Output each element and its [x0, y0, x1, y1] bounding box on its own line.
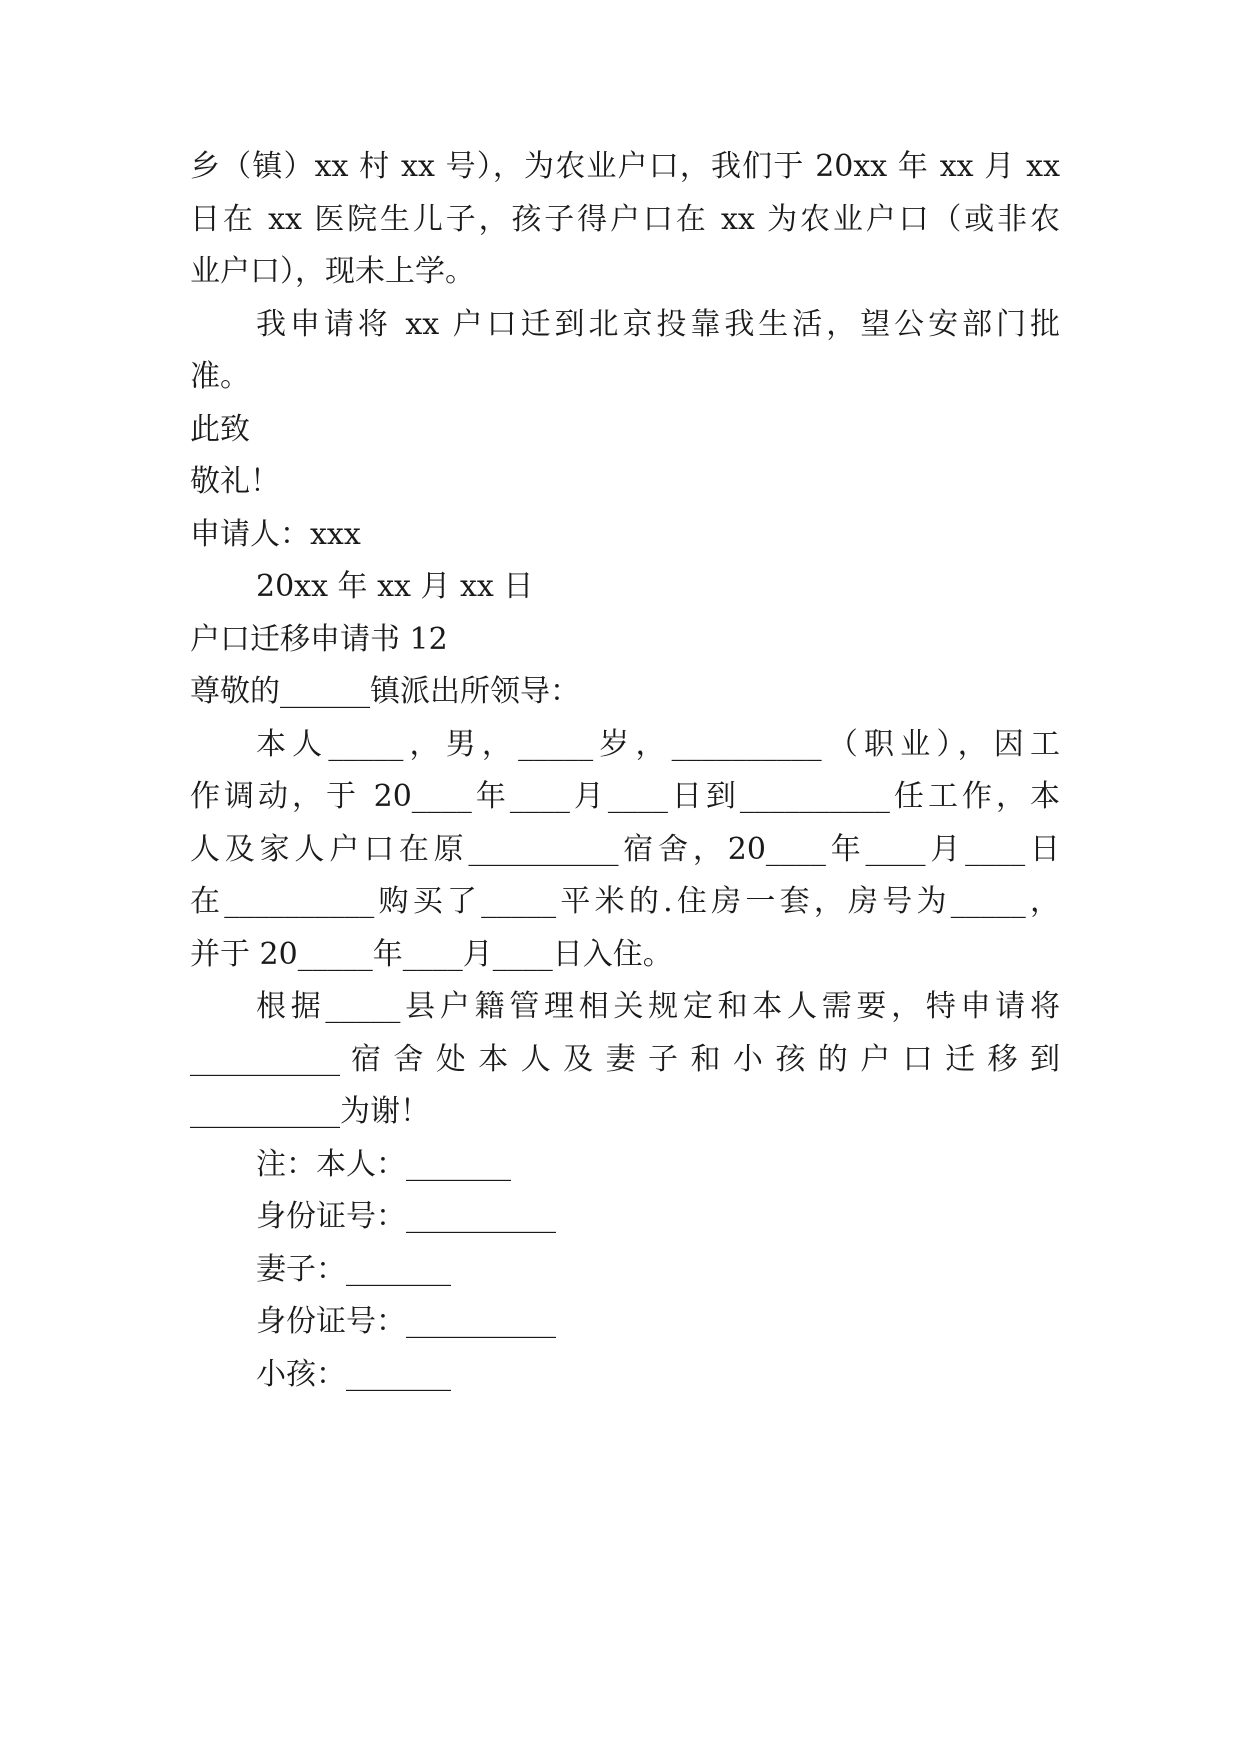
body-line-15: 在__________购买了_____平米的.住房一套，房号为_____， [190, 884, 1060, 919]
body-line-14: 人及家人户口在原__________宿舍，20____年____月____日 [190, 832, 1060, 867]
closing-ci-zhi: 此致 [190, 412, 250, 447]
note-self: 注：本人：_______ [256, 1147, 511, 1182]
body-line-13: 作调动，于 20____年____月____日到__________任工作，本 [190, 779, 1060, 814]
body-line-4: 我申请将 xx 户口迁到北京投靠我生活，望公安部门批 [256, 307, 1060, 342]
section-title: 户口迁移申请书 12 [190, 622, 448, 657]
salutation: 尊敬的______镇派出所领导： [190, 674, 580, 709]
body-line-1: 乡（镇）xx 村 xx 号），为农业户口，我们于 20xx 年 xx 月 xx [190, 149, 1060, 184]
body-line-19: __________为谢！ [190, 1094, 430, 1129]
signature-date: 20xx 年 xx 月 xx 日 [256, 569, 534, 604]
note-wife-id: 身份证号：__________ [256, 1304, 556, 1339]
body-line-3: 业户口），现未上学。 [190, 254, 475, 289]
applicant-signature: 申请人：xxx [190, 517, 361, 552]
closing-jing-li: 敬礼！ [190, 464, 280, 499]
body-line-17: 根据_____县户籍管理相关规定和本人需要，特申请将 [256, 989, 1060, 1024]
body-line-5: 准。 [190, 359, 250, 394]
body-line-2: 日在 xx 医院生儿子，孩子得户口在 xx 为农业户口（或非农 [190, 202, 1060, 237]
note-self-id: 身份证号：__________ [256, 1199, 556, 1234]
body-line-16: 并于 20_____年____月____日入住。 [190, 937, 673, 972]
body-line-18: __________ 宿 舍 处 本 人 及 妻 子 和 小 孩 的 户 口 迁 移 到 [190, 1042, 1060, 1077]
note-wife: 妻子：_______ [256, 1252, 451, 1287]
note-child: 小孩：_______ [256, 1357, 451, 1392]
body-line-12: 本人_____，男，_____岁，__________（职业），因工 [256, 727, 1060, 762]
